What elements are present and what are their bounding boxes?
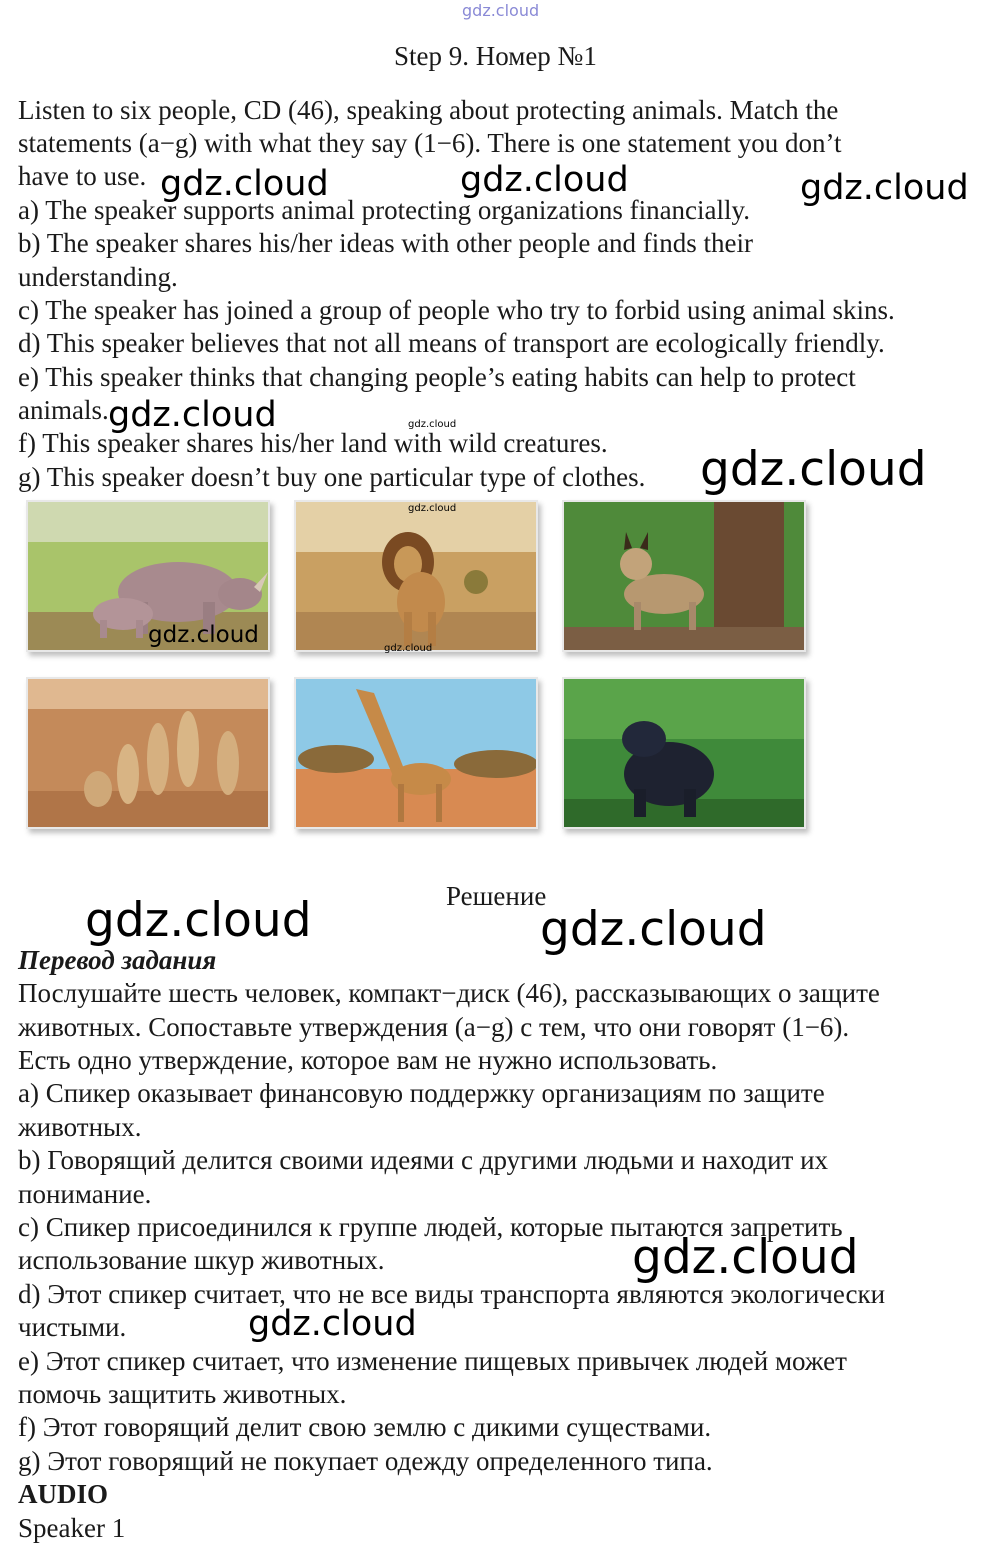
instruction-line: statements (a−g) with what they say (1−6). There is one statement you don’t [18,128,842,158]
translation-statement-b: b) Говорящий делится своими идеями с другими людьми и находит их [18,1145,829,1175]
statement-c: c) The speaker has joined a group of people who try to forbid using animal skins. [18,295,895,325]
translation-line: Есть одно утверждение, которое вам не нужно использовать. [18,1045,718,1075]
watermark: gdz.cloud [800,168,969,208]
watermark: gdz.cloud [384,643,433,654]
watermark: gdz.cloud [85,893,312,948]
translation-statement-f: f) Этот говорящий делит свою землю с дикими существами. [18,1412,712,1442]
instruction-line: Listen to six people, CD (46), speaking about protecting animals. Match the [18,95,839,125]
statement-g: g) This speaker doesn’t buy one particular type of clothes. [18,462,646,492]
watermark: gdz.cloud [540,902,767,957]
watermark: gdz.cloud [462,1,540,20]
meerkats-photo [26,677,270,829]
translation-statement-a-cont: животных. [18,1112,142,1142]
translation-statement-a: a) Спикер оказывает финансовую поддержку организациям по защите [18,1078,825,1108]
instruction-line: have to use. [18,161,147,191]
translation-line: животных. Сопоставьте утверждения (а−g) с тем, что они говорят (1−6). [18,1012,850,1042]
translation-statement-e-cont: помочь защитить животных. [18,1379,347,1409]
translation-statement-c-cont: использование шкур животных. [18,1245,385,1275]
statement-a: a) The speaker supports animal protecting organizations financially. [18,195,751,225]
speaker-label: Speaker 1 [18,1513,126,1543]
translation-statement-d: d) Этот спикер считает, что не все виды транспорта являются экологически [18,1279,886,1309]
statement-d: d) This speaker believes that not all means of transport are ecologically friendly. [18,328,885,358]
solution-heading: Решение [446,881,547,911]
statement-b-cont: understanding. [18,262,178,292]
watermark: gdz.cloud [700,442,927,497]
watermark: gdz.cloud [408,419,457,430]
giraffe-photo [294,677,538,829]
watermark: gdz.cloud [148,622,259,648]
audio-heading: AUDIO [18,1479,109,1509]
translation-statement-e: e) Этот спикер считает, что изменение пищевых привычек людей может [18,1346,847,1376]
translation-statement-c: c) Спикер присоединился к группе людей, которые пытаются запретить [18,1212,843,1242]
statement-f: f) This speaker shares his/her land with wild creatures. [18,428,608,458]
black-panther-photo [562,677,806,829]
translation-heading: Перевод задания [18,945,217,975]
watermark: gdz.cloud [108,395,277,435]
lynx-photo [562,500,806,652]
watermark: gdz.cloud [248,1304,417,1344]
translation-statement-b-cont: понимание. [18,1179,152,1209]
watermark: gdz.cloud [160,164,329,204]
watermark: gdz.cloud [408,503,457,514]
lion-photo [294,500,538,652]
statement-e-cont: animals. [18,395,109,425]
watermark: gdz.cloud [632,1230,859,1285]
statement-b: b) The speaker shares his/her ideas with other people and finds their [18,228,754,258]
watermark: gdz.cloud [460,160,629,200]
page-title: Step 9. Номер №1 [394,41,597,71]
translation-line: Послушайте шесть человек, компакт−диск (46), рассказывающих о защите [18,978,880,1008]
translation-statement-g: g) Этот говорящий не покупает одежду определенного типа. [18,1446,713,1476]
translation-statement-d-cont: чистыми. [18,1312,127,1342]
statement-e: e) This speaker thinks that changing people’s eating habits can help to protect [18,362,856,392]
